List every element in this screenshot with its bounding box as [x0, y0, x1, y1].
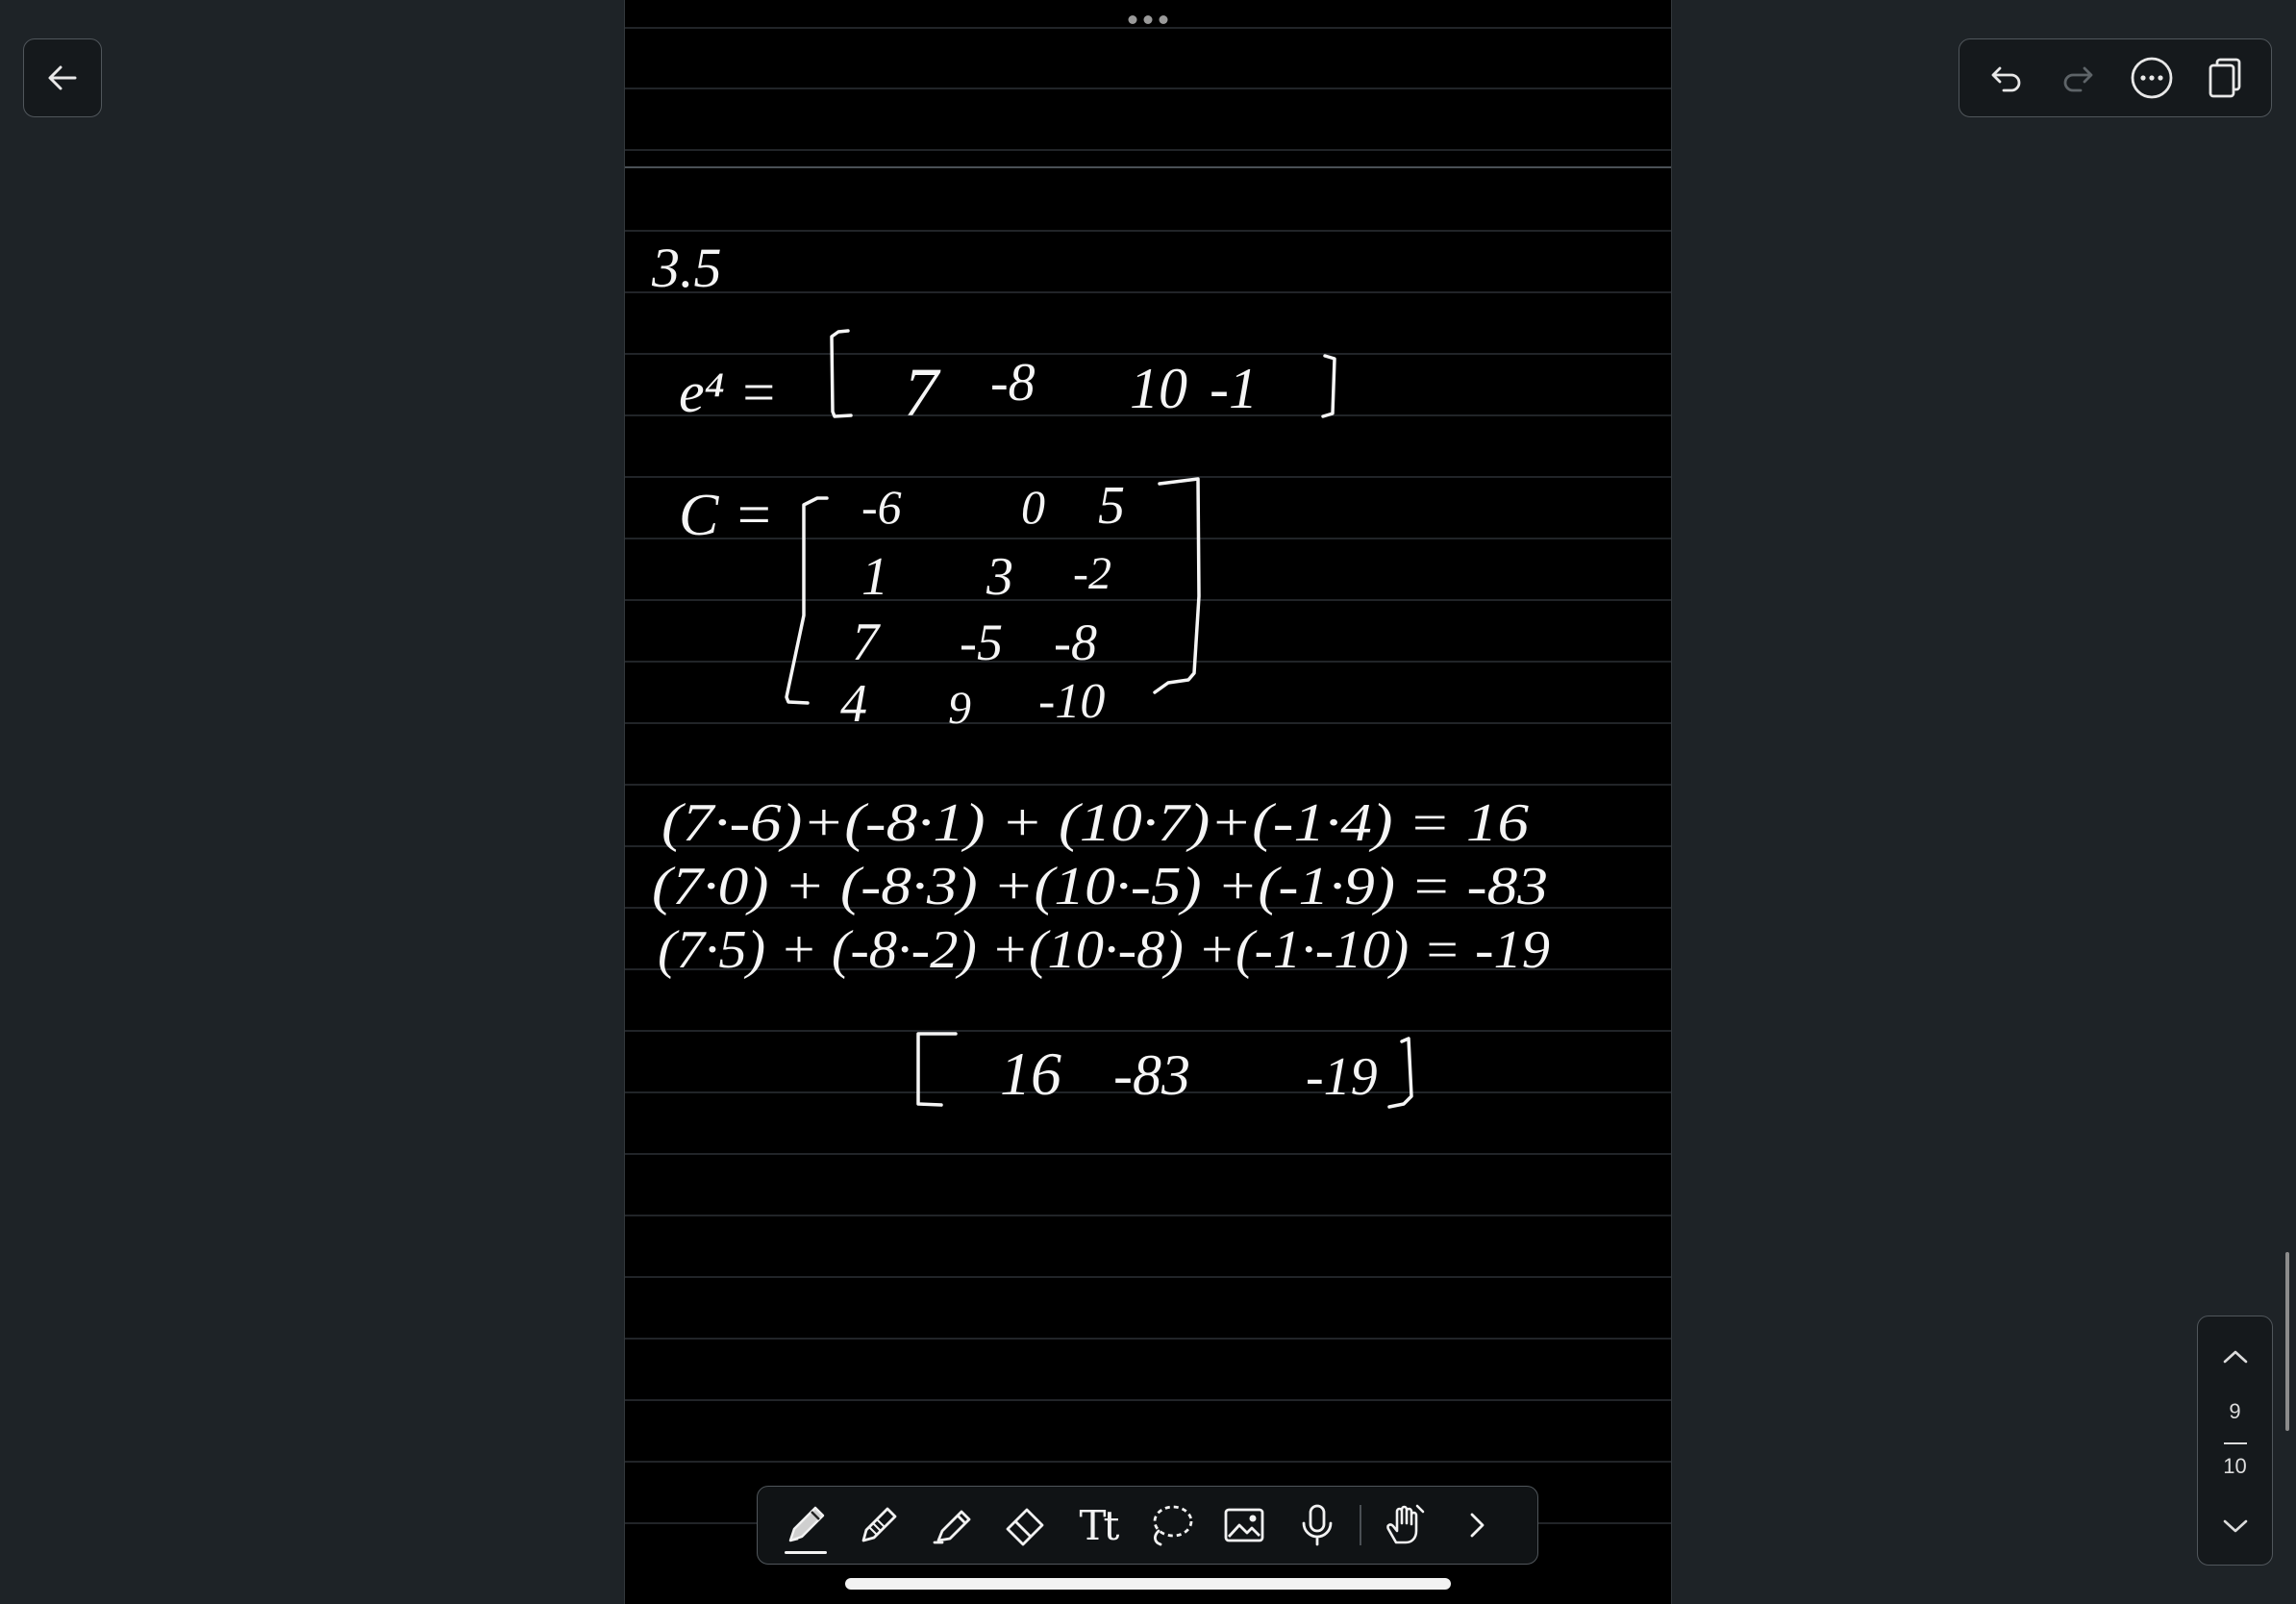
total-page-count: 10 [2223, 1454, 2247, 1478]
drawing-toolbar [757, 1486, 1538, 1565]
toolbar-divider [1360, 1505, 1361, 1545]
redo-icon [2059, 59, 2098, 97]
highlighter-icon [929, 1502, 975, 1548]
result-entry: 16 [1000, 1040, 1061, 1108]
redo-button[interactable] [2052, 51, 2106, 105]
matrix-cell: 7 [852, 613, 879, 672]
home-indicator[interactable] [845, 1578, 1451, 1590]
result-left-bracket [918, 1034, 956, 1105]
matrix-label: C = [679, 483, 774, 548]
row-vector-left-bracket [832, 331, 851, 416]
problem-number: 3.5 [652, 237, 722, 299]
matrix-left-bracket [786, 498, 827, 703]
microphone-tool[interactable] [1286, 1494, 1348, 1556]
microphone-icon [1294, 1502, 1340, 1548]
eraser-tool[interactable] [994, 1494, 1056, 1556]
pencil-icon [856, 1502, 902, 1548]
matrix-cell: -6 [861, 480, 902, 534]
chevron-up-icon [2221, 1347, 2250, 1366]
matrix-cell: 4 [840, 674, 867, 734]
pencil-tool[interactable] [848, 1494, 910, 1556]
row-vector-entry: -8 [990, 353, 1036, 413]
computation-line: (7·0) + (-8·3) +(10·-5) +(-1·9) = -83 [652, 857, 1548, 916]
pages-icon [2205, 56, 2245, 100]
handwriting-layer [625, 0, 1671, 1604]
row-vector-label: e⁴ = [679, 361, 778, 424]
more-horizontal-icon [2130, 56, 2174, 100]
note-page[interactable] [624, 0, 1672, 1604]
result-entry: -19 [1306, 1047, 1378, 1107]
image-icon [1221, 1502, 1267, 1548]
back-button[interactable] [23, 38, 102, 117]
text-tool[interactable] [1067, 1494, 1129, 1556]
hand-pointer-icon [1381, 1502, 1427, 1548]
result-right-bracket [1389, 1039, 1411, 1107]
undo-button[interactable] [1979, 51, 2033, 105]
pen-tool[interactable] [775, 1494, 836, 1556]
scrollbar[interactable] [2285, 1252, 2289, 1431]
row-vector-entry: 7 [904, 354, 938, 431]
matrix-cell: 5 [1098, 476, 1125, 536]
page-number-divider [2224, 1442, 2247, 1444]
matrix-cell: -8 [1054, 614, 1097, 671]
image-tool[interactable] [1213, 1494, 1275, 1556]
lasso-tool[interactable] [1140, 1494, 1202, 1556]
matrix-right-bracket [1155, 479, 1199, 692]
expand-toolbar-button[interactable] [1446, 1494, 1508, 1556]
row-vector-entry: -1 [1210, 357, 1258, 420]
top-toolbar [1959, 38, 2272, 117]
more-options-button[interactable] [2125, 51, 2179, 105]
highlighter-tool[interactable] [921, 1494, 983, 1556]
pen-icon [783, 1502, 829, 1548]
computation-line: (7·-6)+(-8·1) + (10·7)+(-1·4) = 16 [661, 793, 1529, 853]
matrix-cell: -5 [960, 614, 1003, 671]
arrow-left-icon [43, 59, 82, 97]
lasso-icon [1147, 1502, 1195, 1548]
undo-icon [1986, 59, 2025, 97]
matrix-cell: -10 [1038, 674, 1106, 729]
matrix-cell: 0 [1021, 480, 1045, 534]
next-page-button[interactable] [2198, 1497, 2272, 1555]
current-page-number: 9 [2229, 1399, 2241, 1423]
matrix-cell: 9 [948, 683, 971, 734]
matrix-cell: 3 [986, 547, 1013, 607]
matrix-cell: 1 [861, 547, 888, 607]
eraser-icon [1002, 1502, 1048, 1548]
pages-button[interactable] [2198, 51, 2252, 105]
result-entry: -83 [1113, 1043, 1190, 1107]
matrix-cell: -2 [1073, 548, 1111, 599]
row-vector-entry: 10 [1130, 357, 1187, 420]
row-vector-right-bracket [1323, 356, 1335, 416]
computation-line: (7·5) + (-8·-2) +(10·-8) +(-1·-10) = -19 [658, 920, 1550, 980]
touch-mode-tool[interactable] [1373, 1494, 1435, 1556]
text-tt-icon: Tt [1079, 1501, 1117, 1549]
previous-page-button[interactable] [2198, 1328, 2272, 1386]
chevron-down-icon [2221, 1516, 2250, 1536]
page-navigator [2197, 1316, 2273, 1566]
chevron-right-icon [1462, 1509, 1491, 1541]
